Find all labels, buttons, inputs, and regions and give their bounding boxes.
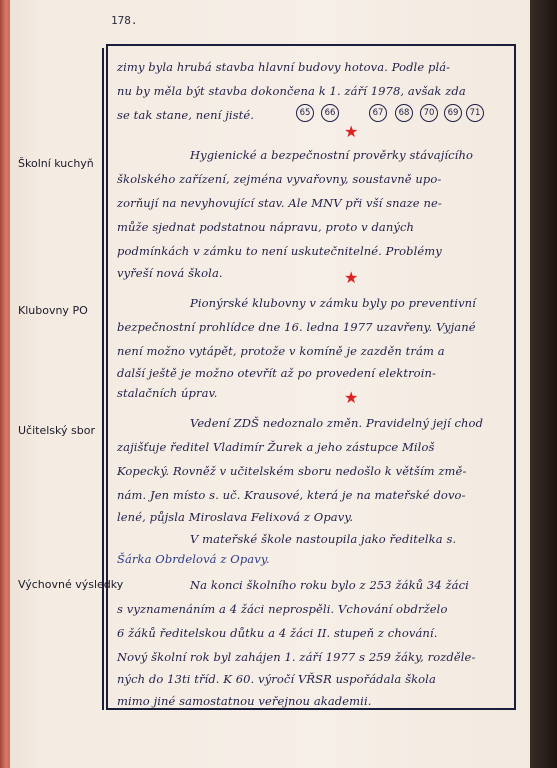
text-line: Vedení ZDŠ nedoznalo změn. Pravidelný její chod xyxy=(190,416,484,430)
photo-ref-circle: 66 xyxy=(321,104,339,122)
red-star-icon: ★ xyxy=(344,388,359,407)
margin-label-results: Výchovné výsledky xyxy=(18,578,124,591)
photo-ref-circle: 71 xyxy=(466,104,484,122)
text-line: není možno vytápět, protože v komíně je zazděn trám a xyxy=(117,344,445,358)
text-line: mimo jiné samostatnou veřejnou akademii. xyxy=(117,694,372,708)
text-line: zajišťuje ředitel Vladimír Žurek a jeho zástupce Miloš xyxy=(117,440,435,454)
text-line: Hygienické a bezpečnostní prověrky stávajícího xyxy=(190,148,473,162)
text-line: Kopecký. Rovněž v učitelském sboru nedošlo k větším změ- xyxy=(117,464,467,478)
page-number: 178. xyxy=(111,14,138,27)
red-star-icon: ★ xyxy=(344,122,359,141)
text-line: Na konci školního roku bylo z 253 žáků 34 žáci xyxy=(190,578,469,592)
photo-ref-circle: 67 xyxy=(369,104,387,122)
margin-label-teachers: Učitelský sbor xyxy=(18,424,95,437)
text-line: podmínkách v zámku to není uskutečnitelné. Problémy xyxy=(117,244,442,258)
text-line: Pionýrské klubovny v zámku byly po preventivní xyxy=(190,296,476,310)
text-line: se tak stane, není jisté. xyxy=(117,108,255,122)
text-line: ných do 13ti tříd. K 60. výročí VŘSR uspořádala škola xyxy=(117,672,436,686)
red-star-icon: ★ xyxy=(344,268,359,287)
photo-ref-circle: 69 xyxy=(444,104,462,122)
text-line: V mateřské škole nastoupila jako ředitelka s. xyxy=(190,532,457,546)
text-line: Nový školní rok byl zahájen 1. září 1977 s 259 žáky, rozděle- xyxy=(117,650,476,664)
photo-ref-circle: 68 xyxy=(395,104,413,122)
frame-inner-line xyxy=(102,48,104,710)
text-line: zimy byla hrubá stavba hlavní budovy hotova. Podle plá- xyxy=(117,60,451,74)
text-line: zorňují na nevyhovující stav. Ale MNV při vší snaze ne- xyxy=(117,196,442,210)
photo-ref-circle: 70 xyxy=(420,104,438,122)
text-line: lené, půjsla Miroslava Felixová z Opavy. xyxy=(117,510,354,524)
book-binding xyxy=(0,0,10,768)
text-line: stalačních úprav. xyxy=(117,386,218,400)
text-line: nám. Jen místo s. uč. Krausové, která je na mateřské dovo- xyxy=(117,488,466,502)
photo-ref-circle: 65 xyxy=(296,104,314,122)
page-edge xyxy=(530,0,557,768)
text-line: nu by měla být stavba dokončena k 1. září 1978, avšak zda xyxy=(117,84,466,98)
text-line: s vyznamenáním a 4 žáci neprospěli. Vchování obdrželo xyxy=(117,602,448,616)
margin-label-kitchen: Školní kuchyň xyxy=(18,157,94,170)
text-line: školského zařízení, zejména vyvařovny, soustavně upo- xyxy=(117,172,442,186)
text-line: bezpečnostní prohlídce dne 16. ledna 1977 uzavřeny. Vyjané xyxy=(117,320,476,334)
text-line: vyřeší nová škola. xyxy=(117,266,223,280)
text-line: 6 žáků ředitelskou důtku a 4 žáci II. stupeň z chování. xyxy=(117,626,438,640)
text-line: Šárka Obrdelová z Opavy. xyxy=(117,552,270,566)
margin-label-clubrooms: Klubovny PO xyxy=(18,304,88,317)
text-line: další ještě je možno otevřít až po provedení elektroin- xyxy=(117,366,436,380)
text-line: může sjednat podstatnou nápravu, proto v daných xyxy=(117,220,415,234)
